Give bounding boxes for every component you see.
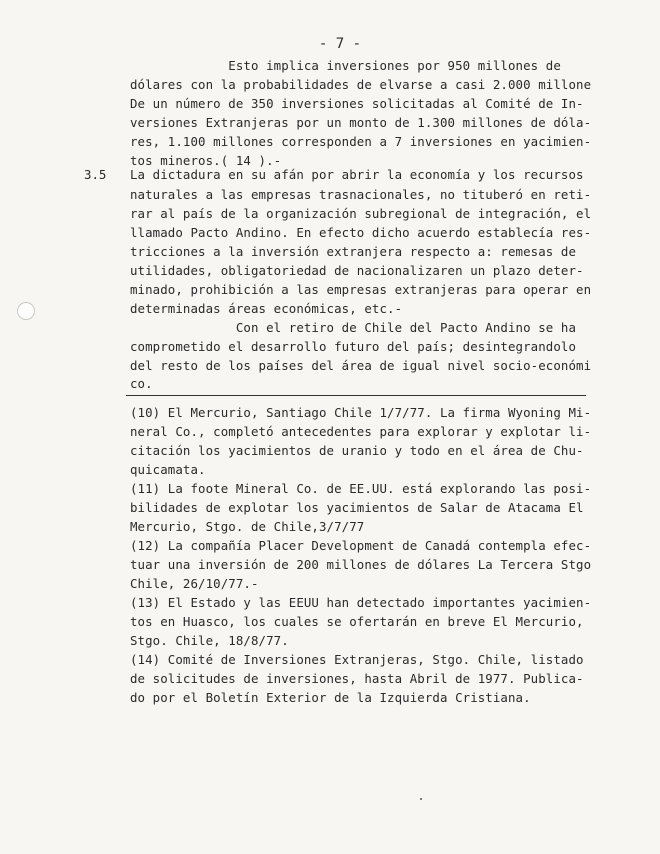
footnote-line: Mercurio, Stgo. de Chile,3/7/77 [130,519,365,534]
body-line: tos mineros.( 14 ).- [130,153,282,168]
body-line: rar al país de la organización subregional de integración, el [130,206,592,221]
footnote-line: tuar una inversión de 200 millones de dólares La Tercera Stgo [130,557,592,572]
body-line: De un número de 350 inversiones solicitadas al Comité de In- [130,96,584,111]
body-line: minado, prohibición a las empresas extranjeras para operar en [130,282,592,297]
footnote-line: (10) El Mercurio, Santiago Chile 1/7/77. La firma Wyoning Mi- [130,405,592,420]
body-line: llamado Pacto Andino. En efecto dicho acuerdo establecía res- [130,225,592,240]
footnote-line: tos en Huasco, los cuales se ofertarán en breve El Mercurio, [130,614,584,629]
footnote-line: de solicitudes de inversiones, hasta Abril de 1977. Publica- [130,671,584,686]
footnote-line: bilidades de explotar los yacimientos de Salar de Atacama El [130,500,584,515]
footnote-line: (13) El Estado y las EEUU han detectado importantes yacimien- [130,595,592,610]
footnote-line: quicamata. [130,462,206,477]
punch-hole [17,302,35,320]
body-line: naturales a las empresas trasnacionales, no tituberó en reti- [130,187,592,202]
body-line: res, 1.100 millones corresponden a 7 inversiones en yacimien- [130,134,592,149]
footnote-line: (14) Comité de Inversiones Extranjeras, Stgo. Chile, listado [130,652,584,667]
footnote-line: neral Co., completó antecedentes para explorar y explotar li- [130,424,592,439]
body-line: utilidades, obligatoriedad de nacionalizaren un plazo deter- [130,263,584,278]
body-line: tricciones a la inversión extranjera respecto a: remesas de [130,244,577,259]
ink-speck [420,798,422,800]
body-line: co. [130,376,153,391]
body-line: determinadas áreas económicas, etc.- [130,301,403,316]
body-line: dólares con la probabilidades de elvarse a casi 2.000 millone [130,77,592,92]
footnote-line: (12) La compañía Placer Development de Canadá contempla efec- [130,538,592,553]
footnote-line: (11) La foote Mineral Co. de EE.UU. está explorando las posi- [130,481,592,496]
footnote-line: do por el Boletín Exterior de la Izquierda Cristiana. [130,690,531,705]
body-line: comprometido el desarrollo futuro del país; desintegrandolo [130,339,577,354]
body-line: Esto implica inversiones por 950 millones de [130,58,561,73]
body-line: del resto de los países del área de igual nivel socio-económi [130,358,592,373]
footnote-line: Chile, 26/10/77.- [130,576,259,591]
body-line: Con el retiro de Chile del Pacto Andino se ha [130,320,577,335]
footnote-line: Stgo. Chile, 18/8/77. [130,633,289,648]
footnote-line: citación los yacimientos de uranio y todo en el área de Chu- [130,443,584,458]
body-line: La dictadura en su afán por abrir la economía y los recursos [130,167,584,182]
footnote-divider [126,395,586,396]
body-line: versiones Extranjeras por un monto de 1.300 millones de dóla- [130,115,592,130]
page-number: - 7 - [318,36,362,52]
section-number: 3.5 [84,167,107,182]
